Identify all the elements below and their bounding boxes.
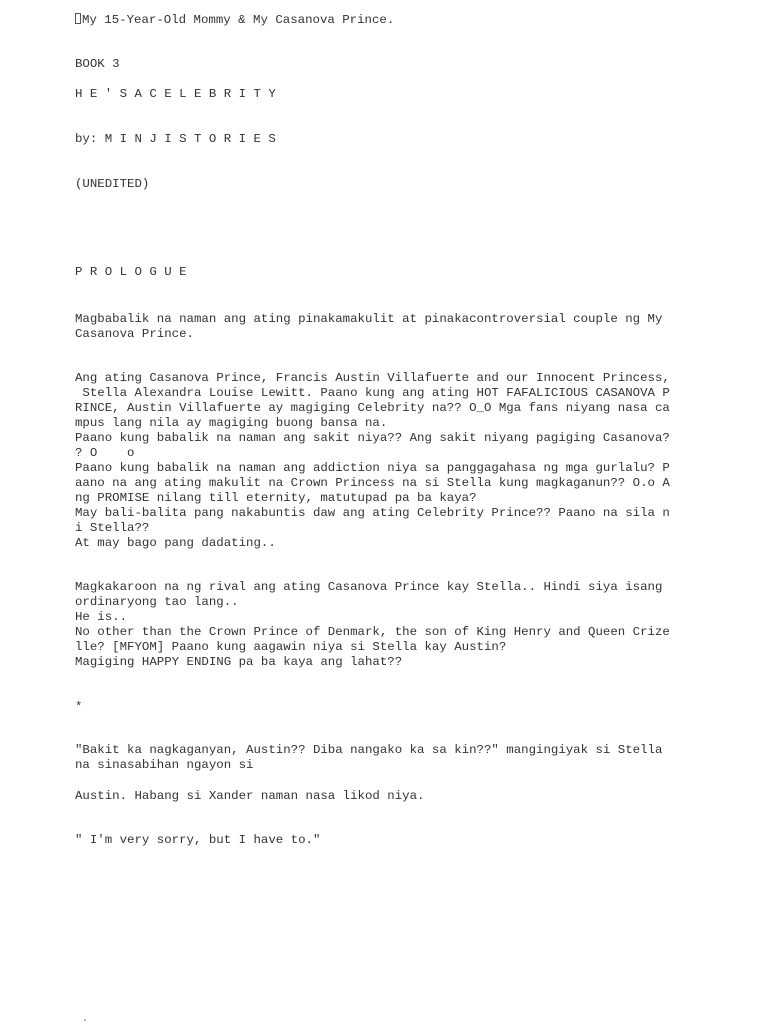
story-dialogue: " I'm very sorry, but I have to." xyxy=(75,833,321,847)
author-line: by: M I N J I S T O R I E S xyxy=(75,132,276,146)
prologue-paragraph-2: Ang ating Casanova Prince, Francis Austin Villafuerte and our Innocent Princess, Stella Alexandra Louise Lewitt. Paano kung ang ating HOT FAFALICIOUS CASANOVA P RINCE, Austin Villafuerte ay magiging Celebrity na?? O_O Mga fans niyang nasa ca mpus lang nila ay magiging buong bansa na. Paano kung babalik na naman ang sakit niya?? Ang sakit niyang pagiging Casanova? ? O o Paano kung babalik na naman ang addiction niya sa panggagahasa ng mga gurlalu? P aano na ang ating makulit na Crown Princess na si Stella kung magkaganun?? O.o A ng PROMISE nilang till eternity, matutupad pa ba kaya? May bali-balita pang nakabuntis daw ang ating Celebrity Prince?? Paano na sila n i Stella?? At may bago pang dadating.. xyxy=(75,371,670,550)
section-heading: P R O L O G U E xyxy=(75,265,187,279)
edit-status: (UNEDITED) xyxy=(75,177,150,191)
story-paragraph-1: "Bakit ka nagkaganyan, Austin?? Diba nangako ka sa kin??" mangingiyak si Stella na sinasabihan ngayon si xyxy=(75,743,663,772)
story-paragraph-2: Austin. Habang si Xander naman nasa likod niya. xyxy=(75,789,425,803)
prologue-paragraph-1: Magbabalik na naman ang ating pinakamakulit at pinakacontroversial couple ng My Casanova Prince. xyxy=(75,312,663,341)
document-title: My 15-Year-Old Mommy & My Casanova Prince. xyxy=(82,13,395,27)
page-corner-mark: · xyxy=(82,1016,89,1024)
missing-glyph-icon xyxy=(75,13,81,24)
prologue-paragraph-3: Magkakaroon na ng rival ang ating Casanova Prince kay Stella.. Hindi siya isang ordinaryong tao lang.. He is.. No other than the Crown Prince of Denmark, the son of King Henry and Queen Crize lle? [MFYOM] Paano kung aagawin niya si Stella kay Austin? Magiging HAPPY ENDING pa ba kaya ang lahat?? xyxy=(75,580,670,669)
document-title-line xyxy=(75,13,695,28)
book-subtitle: H E ' S A C E L E B R I T Y xyxy=(75,87,276,101)
section-separator: * xyxy=(75,700,83,714)
book-number: BOOK 3 xyxy=(75,57,120,71)
